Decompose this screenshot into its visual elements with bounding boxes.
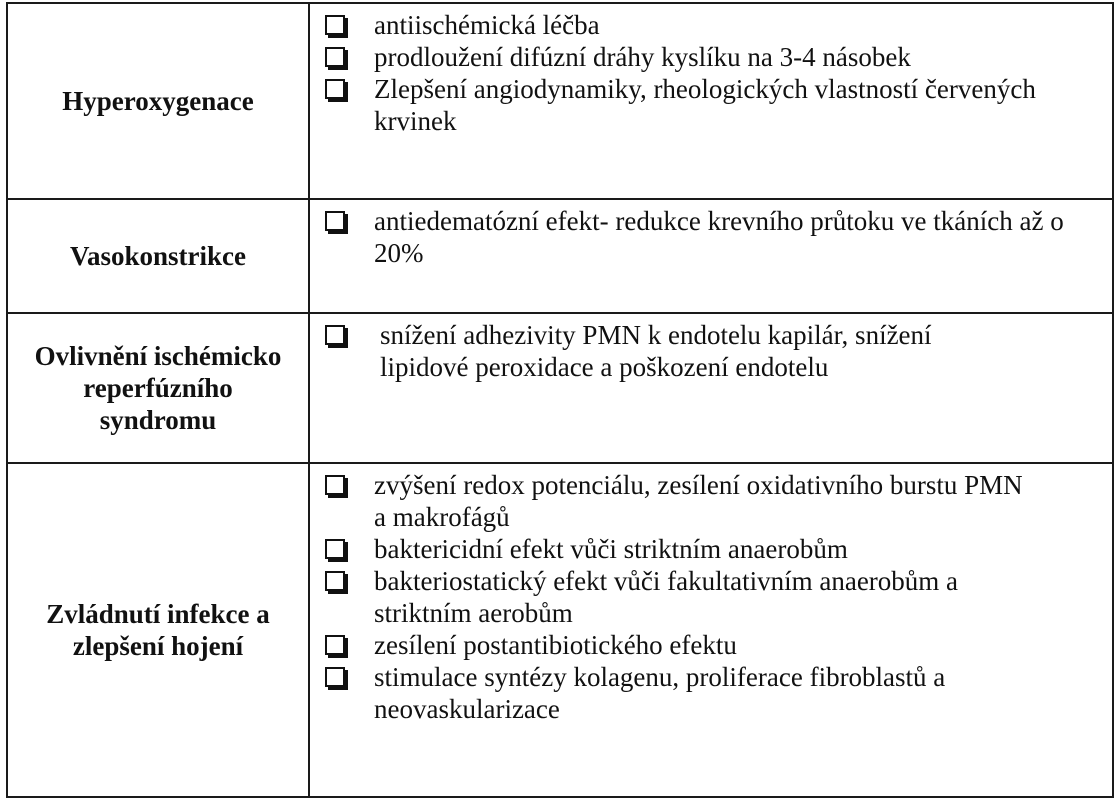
- table-row: [7, 463, 1113, 797]
- checkbox-bullet-icon: [325, 15, 345, 35]
- row-content-cell: [309, 3, 1113, 199]
- row-label-cell: [7, 313, 309, 463]
- bullet-list: [310, 200, 1112, 269]
- checkbox-bullet-icon: [325, 571, 345, 591]
- row-label-cell: [7, 199, 309, 313]
- checkbox-bullet-icon: [325, 47, 345, 67]
- list-item: bakteriostatický efekt vůči fakultativním anaerobům a striktním aerobům: [374, 565, 1100, 629]
- row-label-cell: [7, 3, 309, 199]
- hbo-effects-table: [6, 2, 1114, 798]
- checkbox-bullet-icon: [325, 539, 345, 559]
- checkbox-bullet-icon: [325, 667, 345, 687]
- bullet-list: [310, 4, 1112, 137]
- row-content-cell: [309, 199, 1113, 313]
- list-item: antiischémická léčba: [374, 9, 1100, 41]
- list-item: antiedematózní efekt- redukce krevního průtoku ve tkáních až o 20%: [374, 205, 1100, 269]
- table-row: [7, 199, 1113, 313]
- row-label: Ovlivnění ischémicko reperfúzního syndromu: [34, 341, 282, 435]
- list-item: stimulace syntézy kolagenu, proliferace fibroblastů a neovaskularizace: [374, 661, 1100, 725]
- bullet-list: [310, 314, 1112, 383]
- checkbox-bullet-icon: [325, 211, 345, 231]
- list-item: snížení adhezivity PMN k endotelu kapilár, snížení lipidové peroxidace a poškození endotelu: [374, 319, 1100, 383]
- bullet-list: [310, 464, 1112, 725]
- list-item: zvýšení redox potenciálu, zesílení oxidativního burstu PMN a makrofágů: [374, 469, 1100, 533]
- checkbox-bullet-icon: [325, 635, 345, 655]
- table-row: [7, 313, 1113, 463]
- list-item: baktericidní efekt vůči striktním anaerobům: [374, 533, 1100, 565]
- list-item: prodloužení difúzní dráhy kyslíku na 3-4 násobek: [374, 41, 1100, 73]
- row-label: Hyperoxygenace: [62, 86, 254, 116]
- row-label: Zvládnutí infekce a zlepšení hojení: [46, 599, 270, 661]
- table-row: [7, 3, 1113, 199]
- checkbox-bullet-icon: [325, 79, 345, 99]
- list-item: Zlepšení angiodynamiky, rheologických vlastností červených krvinek: [374, 73, 1100, 137]
- row-content-cell: [309, 463, 1113, 797]
- row-label: Vasokonstrikce: [69, 241, 247, 271]
- checkbox-bullet-icon: [325, 325, 345, 345]
- checkbox-bullet-icon: [325, 475, 345, 495]
- list-item: zesílení postantibiotického efektu: [374, 629, 1100, 661]
- row-content-cell: [309, 313, 1113, 463]
- row-label-cell: [7, 463, 309, 797]
